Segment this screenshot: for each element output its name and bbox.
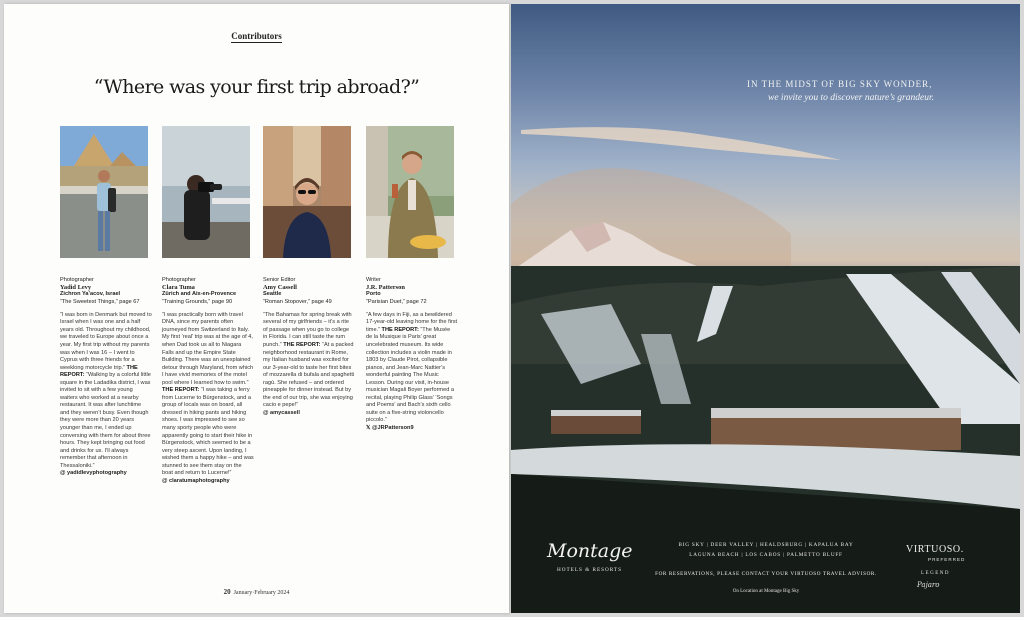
contributor-name: Yadid Levy xyxy=(60,284,92,292)
contributor-story: “Roman Stopover,” page 49 xyxy=(263,298,332,305)
contributor-answer xyxy=(60,312,152,478)
contributor-name: Amy Cassell xyxy=(263,284,297,292)
contributor-photo xyxy=(366,126,454,258)
ad-tagline: IN THE MIDST OF BIG SKY WONDER, xyxy=(747,79,933,89)
contributor-meta xyxy=(162,277,254,306)
contributor-name: J.R. Patterson xyxy=(366,284,405,292)
contributor-answer xyxy=(162,312,254,486)
contributor-column xyxy=(263,126,355,417)
section-label-text: Contributors xyxy=(231,31,282,41)
instagram-handle[interactable]: @ yadidlevyphotography xyxy=(60,470,127,477)
report-label: THE REPORT: xyxy=(60,364,138,379)
contributor-role: Photographer xyxy=(60,277,94,283)
contributor-photo xyxy=(60,126,148,258)
answer-text: “I was born in Denmark but moved to Israel when I was one and a half years old. Throughout my childhood, we traveled to Europe about once a year. My first trip without my parents was when I was 16 – I went to Cyprus with three friends for a weeklong motorcycle trip.” xyxy=(60,311,152,371)
contributors-page xyxy=(4,4,509,613)
contributor-meta xyxy=(263,277,355,306)
x-handle[interactable]: 𝕏 @JRPatterson9 xyxy=(366,425,414,432)
report-label: THE REPORT: xyxy=(283,342,321,348)
contributor-column xyxy=(162,126,254,485)
answer-text: “The Bahamas for spring break with several of my girlfriends – it’s a rite of passage when you go to college in Florida. I can still taste the rum punch.” xyxy=(263,311,352,348)
answer-text: “I was practically born with travel DNA, since my parents often journeyed from Switzerland to Italy. My first ‘real’ trip was at the age of 4, when Dad took us all to Niagara Falls and up the Empire State Building. There was an unexplained detour through Maryland, from which I have vivid memories of the motel pool where I learned how to swim.” xyxy=(162,311,254,386)
landscape-illustration xyxy=(511,4,1020,613)
contributor-column xyxy=(366,126,458,433)
reservations-note: FOR RESERVATIONS, PLEASE CONTACT YOUR VIRTUOSO TRAVEL ADVISOR. xyxy=(655,571,877,577)
report-text: “The Musée de la Musique is Paris’ great uncelebrated museum. Its wide collection includes a violin made in 1803 by Claude Pirot, collapsible pianos, and Jean-Marc Nattier’s wonderful painting The Music Lesson. During our visit, in-house musician Magali Boyer performed a recital, playing Philip Glass’ ‘Songs and Poems’ and Bach’s sixth cello suite on a five-string violoncello piccolo.” xyxy=(366,326,454,424)
contributor-answer xyxy=(263,312,355,418)
page-number: 20 xyxy=(223,588,231,596)
report-text: “At a packed neighborhood restaurant in Rome, my Italian husband was excited for our 3-year-old to taste her first bites of mozzarella di bufala and spaghetti ragù. She refused – and ordered pineapple for dinner instead. But by the end of our trip, she was enjoying cacio e pepe!” xyxy=(263,342,355,409)
contributor-answer xyxy=(366,312,458,433)
legend-logo: LEGEND xyxy=(921,571,950,576)
contributor-role: Senior Editor xyxy=(263,277,296,283)
contributor-photo xyxy=(162,126,250,258)
montage-advertisement xyxy=(511,4,1020,613)
contributor-column xyxy=(60,126,152,478)
contributor-meta xyxy=(366,277,458,306)
contributor-name: Clara Tuma xyxy=(162,284,195,292)
virtuoso-preferred: PREFERRED xyxy=(928,557,966,562)
report-text: “I was taking a ferry from Lucerne to Bürgenstock, and a group of locals was on board, all dressed in hiking pants and hiking shoes. I was impressed to see so many sporty people who were apparently going to start their hike in Bürgenstock, which seemed to be a very steep ascent. Upon landing, I wished them a happy hike – and was stunned to see them stay on the boat and return to Lucerne!” xyxy=(162,387,254,477)
issue-date: January·February 2024 xyxy=(233,590,290,596)
instagram-handle[interactable]: @ claratumaphotography xyxy=(162,477,230,484)
contributor-location: Seattle xyxy=(263,291,282,298)
locations-line: LAGUNA BEACH | LOS CABOS | PALMETTO BLUFF xyxy=(689,552,843,558)
virtuoso-logo: VIRTUOSO. xyxy=(906,544,964,555)
photo-credit: On Location at Montage Big Sky xyxy=(732,589,800,594)
contributor-story: “The Sweetest Things,” page 67 xyxy=(60,298,140,305)
page-folio xyxy=(4,588,509,596)
contributor-story: “Training Grounds,” page 90 xyxy=(162,298,233,305)
montage-logo: Montage xyxy=(547,540,633,562)
section-label xyxy=(4,31,509,41)
ad-subtagline: we invite you to discover nature’s grandeur. xyxy=(768,93,934,103)
answer-text: “A few days in Fiji, as a bewildered 17-year-old leaving home for the first time.” xyxy=(366,311,458,333)
contributor-location: Zürich and Aix-en-Provence xyxy=(162,291,237,298)
locations-line: BIG SKY | DEER VALLEY | HEALDSBURG | KAPALUA BAY xyxy=(678,542,854,548)
report-label: THE REPORT: xyxy=(381,326,419,333)
contributor-location: Porto xyxy=(366,291,381,298)
report-label: THE REPORT: xyxy=(162,387,200,394)
contributor-role: Photographer xyxy=(162,277,196,283)
contributor-meta xyxy=(60,277,152,306)
contributor-location: Zichron Ya’acov, Israel xyxy=(60,291,121,298)
report-text: “Walking by a colorful little square in the Ladadika district, I was invited to sit with a few young waiters who worked at a nearby restaurant. It was after lunchtime and they weren’t busy. Even though they were more than 20 years younger than me, I ended up conversing with them for about three hours. They kept bringing out food and drinks for us. I’ll always remember that afternoon in Thessaloniki.” xyxy=(60,372,151,469)
instagram-handle[interactable]: @ amycassell xyxy=(263,409,300,416)
resort-locations xyxy=(661,540,871,560)
contributor-photo xyxy=(263,126,351,258)
contributor-role: Writer xyxy=(366,277,381,283)
contributor-story: “Parisian Duet,” page 72 xyxy=(366,298,427,305)
legend-script: Pajaro xyxy=(917,581,940,589)
montage-logo-subtitle: HOTELS & RESORTS xyxy=(557,567,622,573)
page-headline: “Where was your first trip abroad?” xyxy=(93,76,420,98)
